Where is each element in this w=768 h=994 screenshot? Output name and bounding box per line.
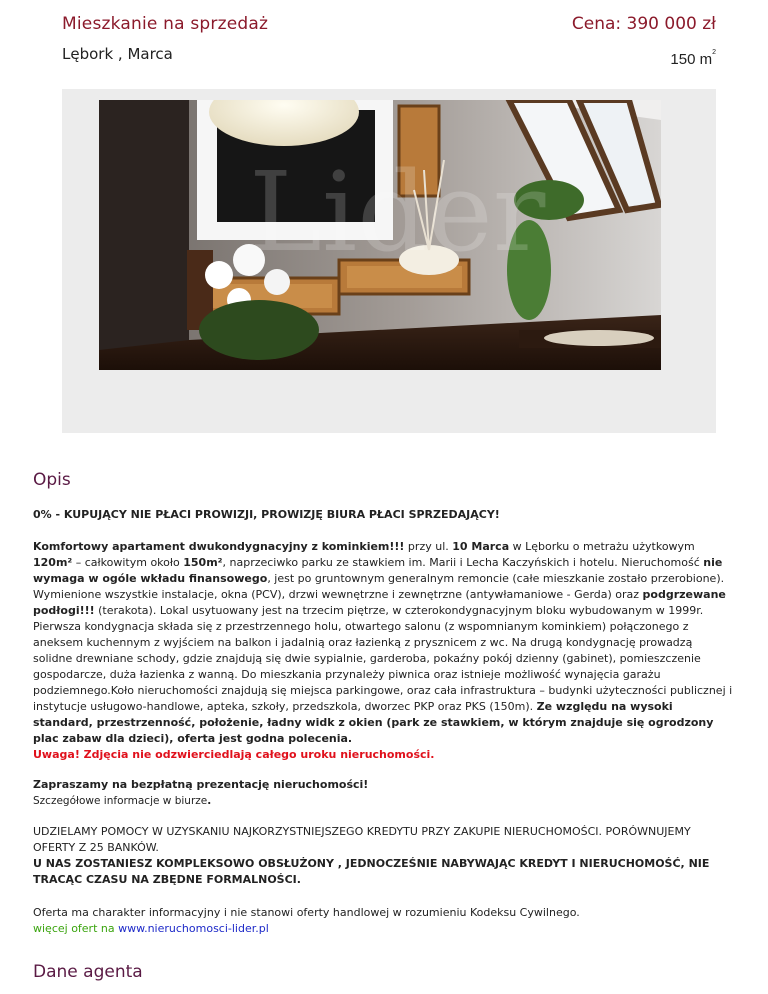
more-offers-label: więcej ofert na bbox=[33, 922, 119, 935]
disclaimer-text: Oferta ma charakter informacyjny i nie stanowi oferty handlowej w rozumieniu Kodeksu Cywilnego. bbox=[33, 906, 580, 919]
desc-text-1: przy ul. bbox=[404, 540, 453, 553]
desc-text-2: w Lęborku o metrażu użytkowym bbox=[509, 540, 695, 553]
desc-text-6: (terakota). Lokal usytuowany jest na trzecim piętrze, w czterokondygnacyjnym bloku wybudowanym w 1999r. Pierwsza kondygnacja składa się z przestrzennego holu, otwartego salonu (z wspomnianym kominkiem) połączonego z aneksem kuchennym z wyjściem na balkon i jadalnią oraz łazienką z prysznicem z wc. Na drugą kondygnację prowadzą solidne drewniane schody, gdzie znajdują się dwie sypialnie, garderoba, pokaźny pokój dzienny (gabinet), pomieszczenie gospodarcze, duża łazienka z wanną. Do mieszkania przynależy piwnica oraz istnieje możliwość wynajęcia garażu podziemnego.Koło nieruchomości znajdują się miejsca parkingowe, oraz cała infrastruktura – budynki użyteczności publicznej i instytucje usługowo-handlowe, apteka, szkoły, przedszkola, dworzec PKP oraz PKS (150m). bbox=[33, 604, 733, 713]
desc-bold-6: podgrzewane podłogi!!! bbox=[33, 588, 726, 617]
credit-block bbox=[33, 824, 733, 888]
commission-notice: 0% - KUPUJĄCY NIE PŁACI PROWIZJI, PROWIZJĘ BIURA PŁACI SPRZEDAJĄCY! bbox=[33, 508, 500, 521]
area-unit-superscript: 2 bbox=[712, 49, 716, 56]
photo-warning: Uwaga! Zdjęcia nie odzwierciedlają całego uroku nieruchomości. bbox=[33, 748, 435, 761]
desc-bold-4: 150m² bbox=[183, 556, 223, 569]
description-heading: Opis bbox=[33, 470, 71, 490]
listing-title: Mieszkanie na sprzedaż bbox=[62, 14, 269, 34]
description-main-paragraph bbox=[33, 539, 733, 763]
desc-text-4: , naprzeciwko parku ze stawkiem im. Marii i Lecha Kaczyńskich i hotelu. Nieruchomość bbox=[222, 556, 704, 569]
living-room-photo-image bbox=[99, 100, 661, 370]
area-value: 150 m bbox=[670, 51, 713, 68]
apartment-photo[interactable] bbox=[99, 100, 661, 370]
description-body bbox=[33, 507, 733, 523]
invite-text: Zapraszamy na bezpłatną prezentację nieruchomości! bbox=[33, 778, 369, 791]
invite-block bbox=[33, 777, 733, 809]
credit-line: UDZIELAMY POMOCY W UZYSKANIU NAJKORZYSTNIEJSZEGO KREDYTU PRZY ZAKUPIE NIERUCHOMOŚCI. PORÓWNUJEMY OFERTY Z 25 BANKÓW. bbox=[33, 825, 691, 854]
desc-text-5: , jest po gruntownym generalnym remoncie (całe mieszkanie zostało przerobione). Wymienione wszystkie instalacje, okna (PCV), drzwi wewnętrzne i zewnętrzne (antywłamaniowe - Gerda) oraz bbox=[33, 572, 725, 601]
details-dot: . bbox=[207, 795, 212, 807]
credit-bold-line: U NAS ZOSTANIESZ KOMPLEKSOWO OBSŁUŻONY , JEDNOCZEŚNIE NABYWAJĄC KREDYT I NIERUCHOMOŚĆ, NIE TRACĄC CZASU NA ZBĘDNE FORMALNOŚCI. bbox=[33, 857, 710, 886]
details-text: Szczegółowe informacje w biurze bbox=[33, 795, 208, 807]
desc-bold-3: 120m² bbox=[33, 556, 73, 569]
desc-text-3: – całkowitym około bbox=[72, 556, 184, 569]
listing-location: Lębork , Marca bbox=[62, 45, 173, 63]
desc-bold-5: nie wymaga w ogóle wkładu finansowego bbox=[33, 556, 723, 585]
watermark-text: Lider bbox=[249, 148, 546, 276]
listing-price: Cena: 390 000 zł bbox=[571, 14, 716, 34]
desc-bold-7: Ze względu na wysoki standard, przestrzenność, położenie, ładny widk z okien (park ze stawkiem, w którym znajduje się ogrodzony plac zabaw dla dzieci), oferta jest godna polecenia. bbox=[33, 700, 714, 745]
agent-heading: Dane agenta bbox=[33, 962, 143, 982]
more-offers-link[interactable]: www.nieruchomosci-lider.pl bbox=[118, 922, 269, 935]
desc-bold-1: Komfortowy apartament dwukondygnacyjny z kominkiem!!! bbox=[33, 540, 405, 553]
disclaimer-block bbox=[33, 905, 733, 937]
desc-bold-2: 10 Marca bbox=[452, 540, 510, 553]
listing-area bbox=[670, 51, 716, 68]
